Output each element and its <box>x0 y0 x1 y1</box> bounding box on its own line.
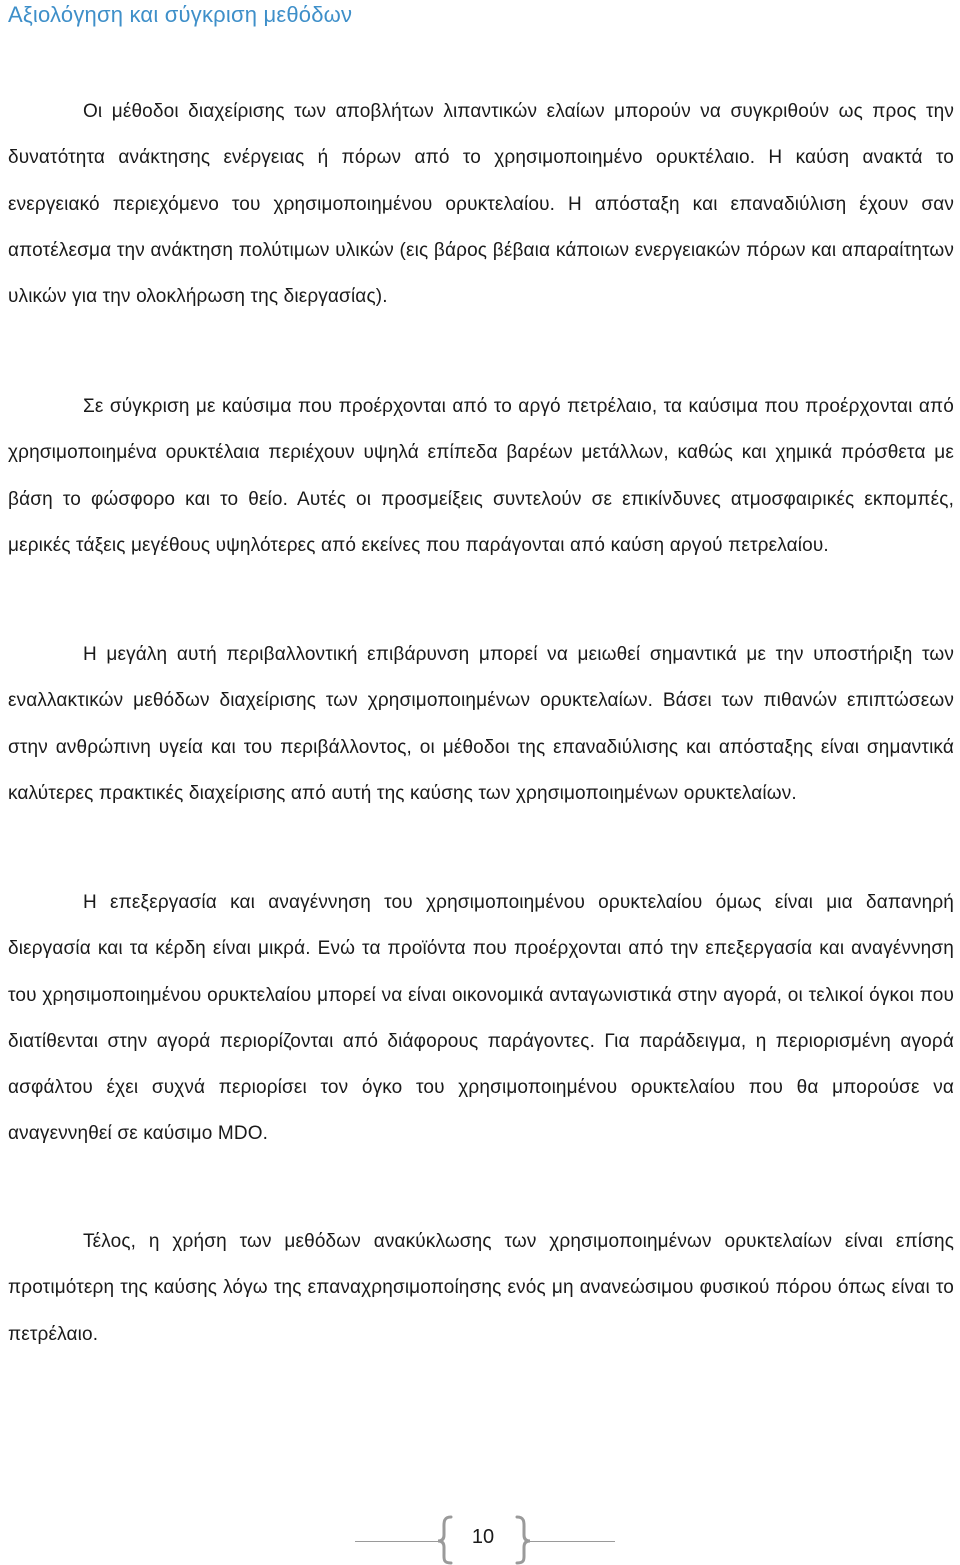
page-footer <box>0 1515 960 1565</box>
right-brace-icon <box>512 1515 534 1565</box>
footer-rule-right <box>530 1541 615 1542</box>
paragraph-conclusion: Τέλος, η χρήση των μεθόδων ανακύκλωσης των χρησιμοποιημένων ορυκτελαίων είναι επίσης προτιμότερη της καύσης λόγω της επαναχρησιμοποίησης ενός μη ανανεώσιμου φυσικού πόρου όπως είναι το πετρέλαιο. <box>8 1231 954 1345</box>
paragraph-environmental-burden: Η μεγάλη αυτή περιβαλλοντική επιβάρυνση μπορεί να μειωθεί σημαντικά με την υποστήριξη των εναλλακτικών μεθόδων διαχείρισης των χρησιμοποιημένων ορυκτελαίων. Βάσει των πιθανών επιπτώσεων στην ανθρώπινη υγεία και του περιβάλλοντος, οι μέθοδοι της επαναδιύλισης και απόσταξης είναι σημαντικά καλύτερες πρακτικές διαχείρισης από αυτή της καύσης των χρησιμοποιημένων ορυκτελαίων. <box>8 644 954 804</box>
paragraph-fuel-comparison: Σε σύγκριση με καύσιμα που προέρχονται από το αργό πετρέλαιο, τα καύσιμα που προέρχονται από χρησιμοποιημένα ορυκτέλαια περιέχουν υψηλά επίπεδα βαρέων μετάλλων, καθώς και χημικά πρόσθετα με βάση το φώσφορο και το θείο. Αυτές οι προσμείξεις συντελούν σε επικίνδυνες ατμοσφαιρικές εκπομπές, μερικές τάξεις μεγέθους υψηλότερες από εκείνες που παράγονται από καύση αργού πετρελαίου. <box>8 396 954 556</box>
section-heading: Αξιολόγηση και σύγκριση μεθόδων <box>8 2 353 27</box>
footer-rule-left <box>355 1541 440 1542</box>
paragraph-processing-cost: Η επεξεργασία και αναγέννηση του χρησιμοποιημένου ορυκτελαίου όμως είναι μια δαπανηρή διεργασία και τα κέρδη είναι μικρά. Ενώ τα προϊόντα που προέρχονται από την επεξεργασία και αναγέννηση του χρησιμοποιημένου ορυκτελαίου μπορεί να είναι οικονομικά ανταγωνιστικά στην αγορά, οι τελικοί όγκοι που διατίθενται στην αγορά περιορίζονται από διάφορους παράγοντες. Για παράδειγμα, η περιορισμένη αγορά ασφάλτου έχει συχνά περιορίσει τον όγκο του χρησιμοποιημένου ορυκτελαίου που θα μπορούσε να αναγεννηθεί σε καύσιμο MDO. <box>8 892 954 1145</box>
paragraph-method-comparison: Οι μέθοδοι διαχείρισης των αποβλήτων λιπαντικών ελαίων μπορούν να συγκριθούν ως προς την δυνατότητα ανάκτησης ενέργειας ή πόρων από το χρησιμοποιημένο ορυκτέλαιο. Η καύση ανακτά το ενεργειακό περιεχόμενο του χρησιμοποιημένου ορυκτελαίου. Η απόσταξη και επαναδιύλιση έχουν σαν αποτέλεσμα την ανάκτηση πολύτιμων υλικών (εις βάρος βέβαια κάποιων ενεργειακών πόρων και απαραίτητων υλικών για την ολοκλήρωση της διεργασίας). <box>8 101 954 308</box>
page-number: 10 <box>471 1526 495 1548</box>
